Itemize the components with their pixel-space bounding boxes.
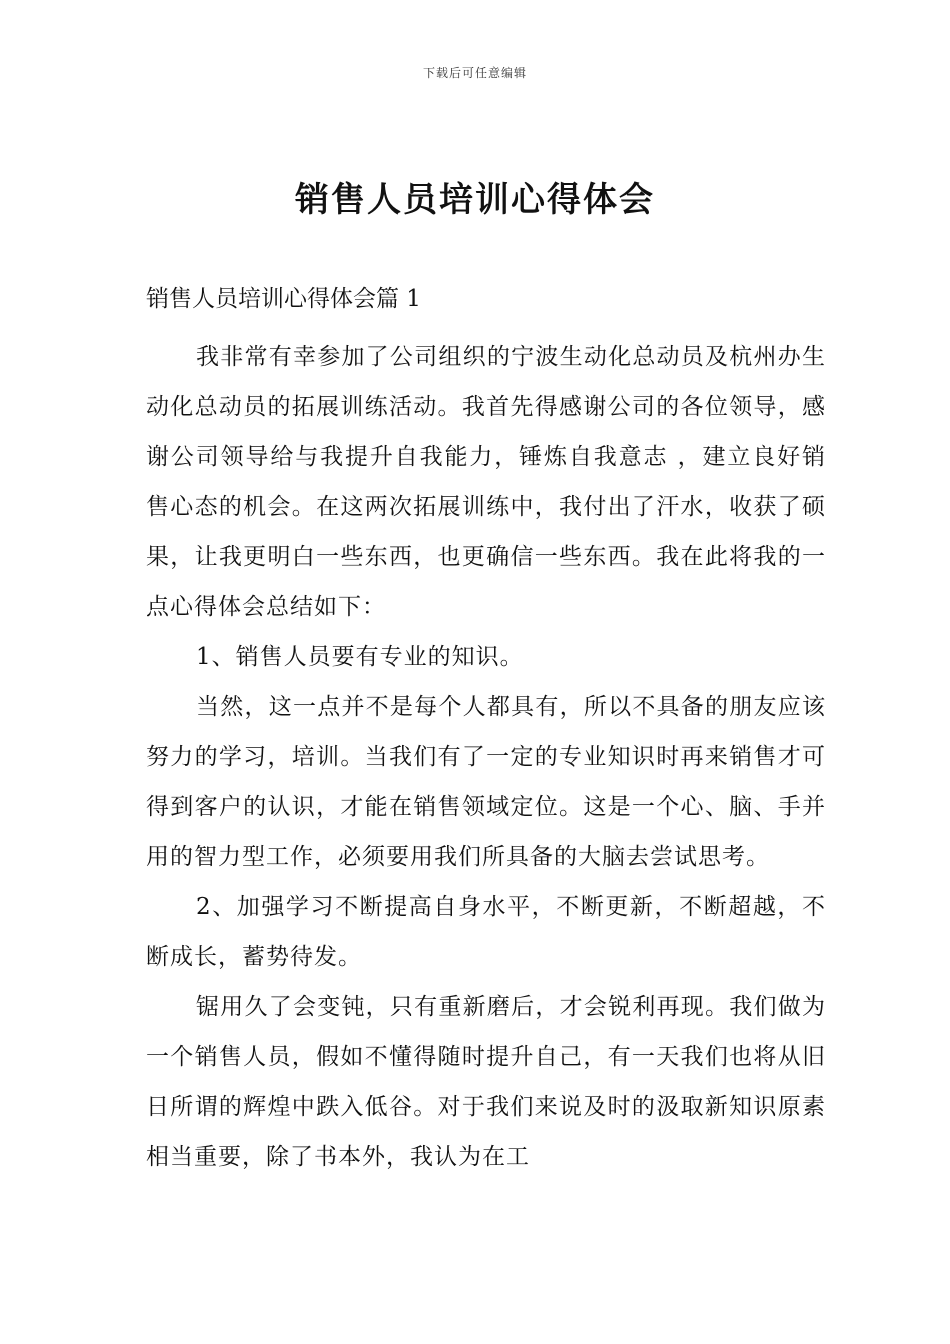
paragraph-point-2: 2、加强学习不断提高自身水平，不断更新，不断超越，不断成长，蓄势待发。 [146, 894, 826, 970]
paragraph-point-1-detail: 当然，这一点并不是每个人都具有，所以不具备的朋友应该努力的学习，培训。当我们有了一定的专业知识时再来销售才可得到客户的认识，才能在销售领域定位。这是一个心、脑、手并用的智力型工作，必须要用我们所具备的大脑去尝试思考。 [146, 694, 826, 870]
document-body [146, 282, 826, 1182]
paragraph-point-2-detail: 锯用久了会变钝，只有重新磨后，才会锐利再现。我们做为一个销售人员，假如不懂得随时提升自己，有一天我们也将从旧日所谓的辉煌中跌入低谷。对于我们来说及时的汲取新知识原素相当重要，除了书本外，我认为在工 [146, 994, 826, 1170]
page-header-note: 下载后可任意编辑 [422, 66, 527, 80]
section-heading: 销售人员培训心得体会篇 1 [146, 286, 421, 312]
paragraph-intro: 我非常有幸参加了公司组织的宁波生动化总动员及杭州办生动化总动员的拓展训练活动。我首先得感谢公司的各位领导，感谢公司领导给与我提升自我能力，锤炼自我意志 ，建立良好销售心态的机会。在这两次拓展训练中，我付出了汗水，收获了硕果，让我更明白一些东西，也更确信一些东西。我在此将我的一点心得体会总结如下： [146, 344, 826, 620]
paragraph-point-1: 1、销售人员要有专业的知识。 [196, 644, 524, 670]
document-title: 销售人员培训心得体会 [295, 180, 655, 220]
